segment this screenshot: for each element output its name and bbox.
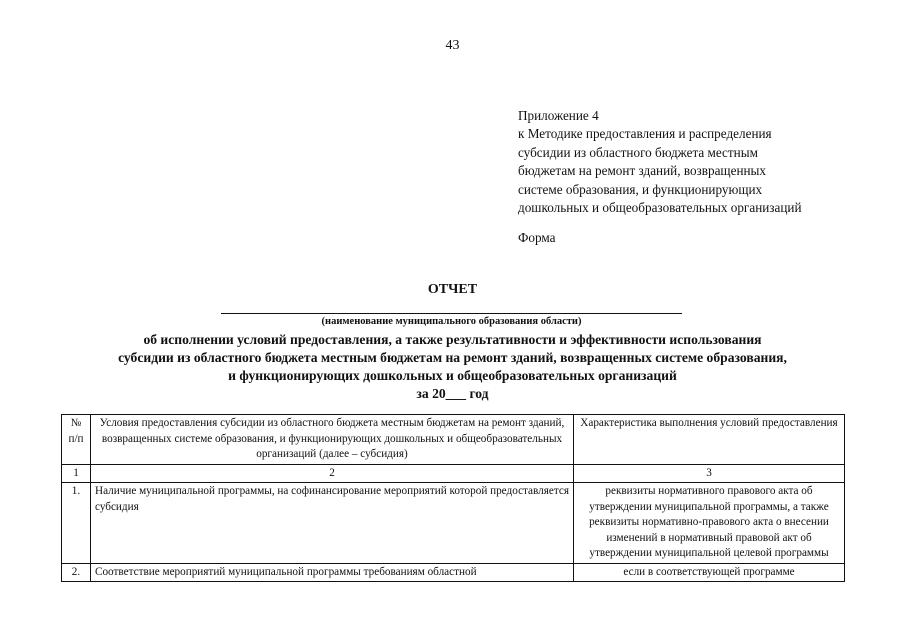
appendix-line: системе образования, и функционирующих [518, 181, 763, 197]
municipality-name-blank [221, 313, 682, 314]
appendix-line: дошкольных и общеобразовательных организаций [518, 200, 802, 216]
subtitle-line: об исполнении условий предоставления, а также результативности и эффективности использования [143, 332, 762, 347]
row-number: 1. [62, 483, 91, 564]
row-condition: Наличие муниципальной программы, на софинансирование мероприятий которой предоставляется субсидия [91, 483, 574, 564]
row-number: 2. [62, 563, 91, 582]
form-label: Форма [518, 230, 556, 245]
col-header-number: № п/п [62, 415, 91, 465]
appendix-line: Приложение 4 [518, 108, 599, 123]
subtitle-line: и функционирующих дошкольных и общеобразовательных организаций [228, 368, 677, 383]
report-table [61, 414, 845, 582]
appendix-line: к Методике предоставления и распределения [518, 126, 772, 142]
table-header-row [62, 415, 845, 465]
appendix-note [518, 107, 898, 217]
subtitle-line: субсидии из областного бюджета местным бюджетам на ремонт зданий, возвращенных системе образования, [118, 350, 787, 365]
numbering-cell: 2 [91, 464, 574, 483]
table-numbering-row [62, 464, 845, 483]
col-header-condition: Условия предоставления субсидии из областного бюджета местным бюджетам на ремонт зданий, возвращенных системе образования, и функционирующих дошкольных и общеобразовательных организаций (далее – субсидия) [91, 415, 574, 465]
numbering-cell: 3 [574, 464, 845, 483]
row-characteristic: если в соответствующей программе [574, 563, 845, 582]
row-characteristic: реквизиты нормативного правового акта об утверждении муниципальной программы, а также реквизиты нормативно-правового акта о внесении изменений в нормативный правовой акт об утверждении муниципальной целевой программы [574, 483, 845, 564]
municipality-name-caption: (наименование муниципального образования области) [321, 316, 582, 327]
row-condition: Соответствие мероприятий муниципальной программы требованиям областной [91, 563, 574, 582]
table-row [62, 483, 845, 564]
table-row [62, 563, 845, 582]
subtitle-line: за 20___ год [416, 386, 489, 401]
page-number: 43 [445, 38, 460, 53]
appendix-line: бюджетам на ремонт зданий, возвращенных [518, 163, 767, 179]
numbering-cell: 1 [62, 464, 91, 483]
report-subtitle [0, 331, 905, 403]
report-title: ОТЧЕТ [427, 282, 478, 297]
col-header-characteristic: Характеристика выполнения условий предоставления [574, 415, 845, 465]
appendix-line: субсидии из областного бюджета местным [518, 144, 758, 160]
